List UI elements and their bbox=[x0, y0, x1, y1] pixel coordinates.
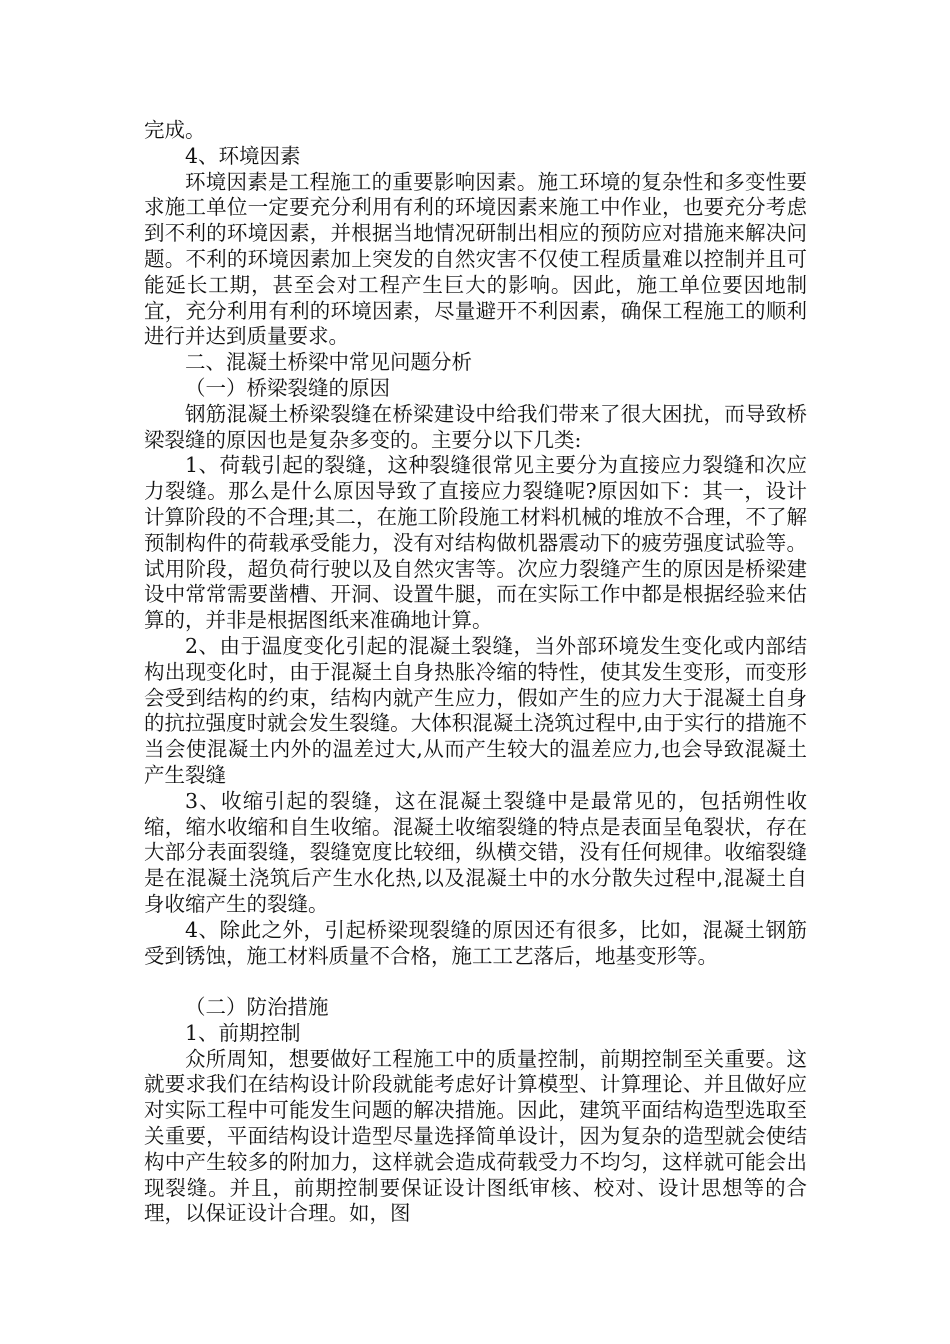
paragraph-shrinkage-cracks: 3、收缩引起的裂缝，这在混凝土裂缝中是最常见的，包括朔性收缩，缩水收缩和自生收缩。混凝土收缩裂缝的特点是表面呈龟裂状，存在大部分表面裂缝，裂缝宽度比较细，纵横交错，没有任何规律。收缩裂缝是在混凝土浇筑后产生水化热,以及混凝土中的水分散失过程中,混凝土自身收缩产生的裂缝。 bbox=[144, 788, 807, 916]
heading-early-control: 1、前期控制 bbox=[185, 1020, 301, 1045]
subsection-heading-prevention: （二）防治措施 bbox=[185, 995, 329, 1020]
subsection-heading-crack-causes: （一）桥梁裂缝的原因 bbox=[185, 375, 390, 400]
paragraph-environment: 环境因素是工程施工的重要影响因素。施工环境的复杂性和多变性要求施工单位一定要充分利用有利的环境因素来施工中作业，也要充分考虑到不利的环境因素，并根据当地情况研制出相应的预防应对措施来解决问题。不利的环境因素加上突发的自然灾害不仅使工程质量难以控制并且可能延长工期，甚至会对工程产生巨大的影响。因此，施工单位要因地制宜，充分利用有利的环境因素，尽量避开不利因素，确保工程施工的顺利进行并达到质量要求。 bbox=[144, 169, 807, 349]
section-heading-problems: 二、混凝土桥梁中常见问题分析 bbox=[185, 350, 472, 375]
document-body bbox=[144, 118, 807, 1227]
paragraph-load-cracks: 1、荷载引起的裂缝，这种裂缝很常见主要分为直接应力裂缝和次应力裂缝。那么是什么原因导致了直接应力裂缝呢?原因如下：其一，设计计算阶段的不合理;其二，在施工阶段施工材料机械的堆放不合理，不了解预制构件的荷载承受能力，没有对结构做机器震动下的疲劳强度试验等。试用阶段，超负荷行驶以及自然灾害等。次应力裂缝产生的原因是桥梁建设中常常需要凿槽、开洞、设置牛腿，而在实际工作中都是根据经验来估算的，并非是根据图纸来准确地计算。 bbox=[144, 453, 807, 633]
paragraph-continuation: 完成。 bbox=[144, 118, 206, 142]
paragraph-other-causes: 4、除此之外，引起桥梁现裂缝的原因还有很多，比如，混凝土钢筋受到锈蚀，施工材料质量不合格，施工工艺落后，地基变形等。 bbox=[144, 917, 807, 968]
paragraph-early-control: 众所周知，想要做好工程施工中的质量控制，前期控制至关重要。这就要求我们在结构设计阶段就能考虑好计算模型、计算理论、并且做好应对实际工程中可能发生问题的解决措施。因此，建筑平面结构造型选取至关重要，平面结构设计造型尽量选择简单设计，因为复杂的造型就会使结构中产生较多的附加力，这样就会造成荷载受力不均匀，这样就可能会出现裂缝。并且，前期控制要保证设计图纸审核、校对、设计思想等的合理，以保证设计合理。如，图 bbox=[144, 1046, 807, 1226]
paragraph-crack-intro: 钢筋混凝土桥梁裂缝在桥梁建设中给我们带来了很大困扰，而导致桥梁裂缝的原因也是复杂多变的。主要分以下几类: bbox=[144, 401, 807, 452]
blank-line bbox=[144, 969, 807, 995]
heading-environment-factors: 4、环境因素 bbox=[185, 143, 301, 168]
paragraph-temperature-cracks: 2、由于温度变化引起的混凝土裂缝，当外部环境发生变化或内部结构出现变化时，由于混凝土自身热胀冷缩的特性，使其发生变形，而变形会受到结构的约束，结构内就产生应力，假如产生的应力大于混凝土自身的抗拉强度时就会发生裂缝。大体积混凝土浇筑过程中,由于实行的措施不当会使混凝土内外的温差过大,从而产生较大的温差应力,也会导致混凝土产生裂缝 bbox=[144, 633, 807, 787]
